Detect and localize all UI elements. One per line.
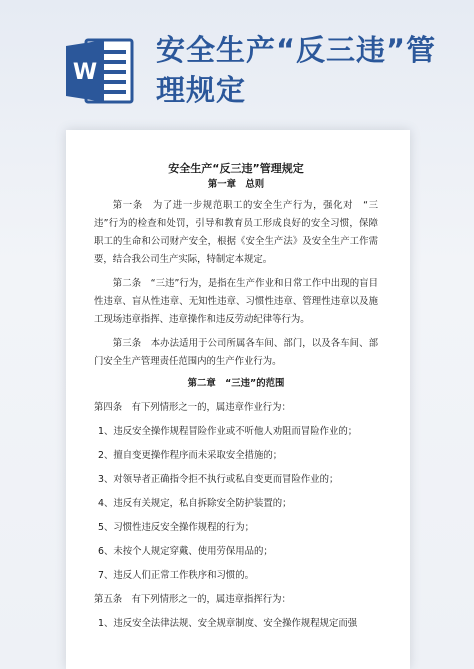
chapter-2-heading: 第二章 “三违”的范围 bbox=[187, 378, 285, 389]
article-4-item-4: 4、违反有关规定，私自拆除安全防护装置的； bbox=[98, 498, 292, 509]
document-title: 安全生产“反三违”管理规定 bbox=[168, 162, 304, 175]
article-4: 第四条 有下列情形之一的，属违章作业行为： bbox=[94, 402, 291, 413]
chapter-1-heading: 第一章 总则 bbox=[207, 179, 265, 190]
article-3: 第三条 本办法适用于公司所属各车间、部门，以及各车间、部门安全生产管理责任范围内的生产作业行为。 bbox=[94, 338, 378, 367]
document-page bbox=[66, 130, 410, 669]
article-4-item-5: 5、习惯性违反安全操作规程的行为； bbox=[98, 522, 254, 533]
article-4-item-7: 7、违反人们正常工作秩序和习惯的。 bbox=[98, 570, 254, 581]
microsoft-word-icon bbox=[64, 36, 136, 106]
article-4-item-1: 1、违反安全操作规程冒险作业或不听他人劝阻而冒险作业的； bbox=[98, 426, 358, 437]
word-icon-letter: W bbox=[72, 60, 98, 85]
article-5: 第五条 有下列情形之一的，属违章指挥行为： bbox=[94, 594, 291, 605]
article-4-item-3: 3、对领导者正确指令拒不执行或私自变更而冒险作业的； bbox=[98, 474, 339, 485]
document-body bbox=[94, 162, 378, 636]
article-4-item-2: 2、擅自变更操作程序而未采取安全措施的； bbox=[98, 450, 283, 461]
article-4-item-6: 6、未按个人规定穿戴、使用劳保用品的； bbox=[98, 546, 273, 557]
article-5-item-1: 1、违反安全法律法规、安全规章制度、安全操作规程规定而强 bbox=[98, 618, 358, 629]
article-1: 第一条 为了进一步规范职工的安全生产行为，强化对 “三违”行为的检查和处罚，引导和教育员工形成良好的安全习惯，保障职工的生命和公司财产安全，根据《安全生产法》及安全生产工作需要，结合我公司生产实际，特制定本规定。 bbox=[94, 200, 378, 265]
article-2: 第二条 “三违”行为，是指在生产作业和日常工作中出现的盲目性违章、盲从性违章、无知性违章、习惯性违章、管理性违章以及施工现场违章指挥、违章操作和违反劳动纪律等行为。 bbox=[94, 278, 378, 325]
page-title: 安全生产“反三违”管理规定 bbox=[156, 33, 437, 107]
